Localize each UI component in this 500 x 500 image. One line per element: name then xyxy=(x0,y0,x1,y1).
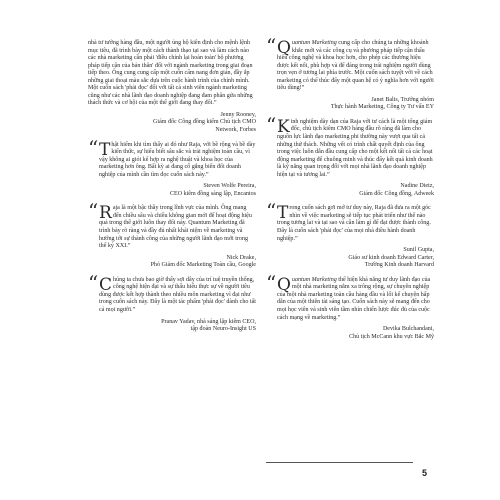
drop-cap: C xyxy=(99,274,113,295)
right-column xyxy=(266,34,434,341)
testimonial-quote xyxy=(88,199,256,250)
quote-text: húng ta chưa bao giờ thấy sợi dây của trí tuệ truyền thống, công nghệ hiện đại và sự thấu hiểu thực sự về người tiêu dùng được kết hợp thành theo nhiều môn marketing vì đại như trong cuốn sách này. Đây là một tác phẩm 'phải đọc' dành cho tất cả mọi người.” xyxy=(99,276,256,313)
testimonial-quote xyxy=(88,270,256,315)
left-column xyxy=(88,40,256,334)
quote-attribution: Devika Bulchandani, Chủ tịch McCann khu vực Bắc Mỹ xyxy=(349,326,434,340)
quote-attribution: Sunil Gupta, Giáo sư kinh doanh Edward Carter, Trường Kinh doanh Harvard xyxy=(348,247,434,269)
book-title-italic: uantum Marketing xyxy=(291,40,337,46)
testimonial-quote xyxy=(266,199,434,243)
quote-text: rong cuốn sách gơi mở tư duy này, Raja đã đưa ra một góc nhìn về việc marketing sẽ tiếp tục phát triển như thế nào trong tương lai và tại sao và cần làm gì để đạt được thành công. Đây là cuốn sách 'phải đọc' của mọi nhà điều hành doanh nghiệp.” xyxy=(277,205,431,242)
page-number: 5 xyxy=(422,468,428,478)
drop-cap: R xyxy=(99,203,112,224)
drop-cap: T xyxy=(277,203,289,224)
quote-text: cung cấp cho chúng ta những khoảnh khắc mới và các công cụ và phương pháp tiếp cận thấu hiểu công nghệ và khoa học hơn, cho phép các thương hiệu được kết nối, phù hợp và để đáng trong trái nghiệm người dùng trọn vẹn ở tương lai phía trước. Một cuốn sách tuyệt vời về cách marketing có thể thúc đẩy một quan hệ có ý nghĩa hơn với người tiêu dùng!” xyxy=(277,40,434,92)
testimonial-quote xyxy=(266,270,434,322)
drop-cap: K xyxy=(277,116,290,137)
open-quote-icon: “ xyxy=(88,135,99,160)
open-quote-icon: “ xyxy=(266,112,277,137)
quote-text: thể hiện khá năng tư duy lãnh đạo của một nhà marketing nằm xa trông rộng, sự chuyên nghiệp của một nhà marketing toàn cầu hàng đầu và lối kể chuyện hấp dẫn của một thiên tài sáng tạo. Cuốn sách này sẽ mang đến cho mọi học viên và sinh viên tầm nhìn chiến lược đúc đủ của cuộc cách mạng về marketing.” xyxy=(277,276,431,321)
quote-attribution: Pranav Yadav, nhà sáng lập kiêm CEO, tập đoàn Neuro-Insight US xyxy=(161,318,256,333)
open-quote-icon: “ xyxy=(88,199,99,224)
quote-attribution: Nadine Dietz, Giám đốc Công đồng, Adweek xyxy=(359,183,434,197)
quote-attribution: Steven Wolfe Pereira, CEO kiêm đồng sáng lập, Encantos xyxy=(170,183,256,197)
open-quote-icon: “ xyxy=(266,270,277,295)
quote-attribution: Jenny Rooney, Giám đốc Công đồng kiểm Chủ tịch CMO Network, Forbes xyxy=(153,111,256,134)
open-quote-icon: “ xyxy=(266,34,277,58)
quote-continuation: nhà tư tưởng hàng đầu, một người ủng hộ kiên định cho mệnh lệnh mục tiêu, đã trình bày một cách thành thạo tại sao và làm cách nào các nhà marketing cần phải 'điều chỉnh lại hoàn toàn' bộ phương pháp tiếp cận của bản thân' đối với ngành marketing trong giai đoạn tiếp theo. Ông cung cung cấp một cuốn cẩm nang đơn giản, đầy ắp những giai thoại màu sắc dựa trên cuộc hành trình của chính mình. Một cuốn sách 'phải đọc' đối với tất cả sinh viên ngành marketing cũng như các nhà lãnh đạo doanh nghiệp đang đam phân gửa những thách thức và cơ hội của một thế giới đang thay đổi.” xyxy=(88,40,253,107)
testimonial-quote xyxy=(266,34,434,93)
drop-cap: T xyxy=(99,139,111,160)
book-title-italic: uantum Marketing xyxy=(291,276,337,283)
quote-text: hật hiếm khi tìm thấy ai đó như Raja, với bề rộng và bề dày kiến thức, sự hiểu biết sâu sắc và trải nghiệm toàn cầu, vì vậy không ai giỏi kể hợp ra nghệ thuật và khoa học của marketing hơn ông. Bất kỳ ai đang cố gắng biến đổi doanh nghiệp của mình cần tìm đọc cuốn sách này.” xyxy=(99,141,256,178)
quote-attribution: Janet Balis, Trưởng nhóm Thực hành Marketing, Công ty Tư vấn EY xyxy=(330,96,434,111)
footer-rule xyxy=(266,462,413,463)
drop-cap: Q xyxy=(277,38,291,58)
open-quote-icon: “ xyxy=(88,270,99,295)
open-quote-icon: “ xyxy=(266,199,277,224)
drop-cap: Q xyxy=(277,274,291,295)
testimonial-quote xyxy=(88,135,256,180)
quote-text: aja là một bậc thầy trong lĩnh vực của mình. Ông mang đến chiều sâu và chiều không gian mới để hoạt động hiệu quả trong thế giới luôn thay đổi này. Quantum Marketing đã trình bày rõ ràng và đầy đủ nhất khái niệm về marketing và hướng tới sự thành công của những người lãnh đạo mới trong thế kỷ XXI.” xyxy=(99,205,252,250)
testimonial-quote xyxy=(266,112,434,179)
quote-attribution: Nick Drake, Phó Giám đốc Marketing Toàn cầu, Google xyxy=(150,254,256,269)
quote-text: inh nghiệm dày dạn của Raja với tư cách là một tổng giám đốc, chủ tịch kiêm CMO hàng đầu rõ ràng đã làm cho nguồn lực lãnh đạo marketing phi thường này vượt qua tất cả những thử thách. Những vết có trình chất quyết định của ông trong việc luôn dẫn đầu cung cấp cho một kết nối tất cả các hoạt động marketing để chuông minh và thúc đẩy kết quả kinh doanh là kỹ năng quan trọng đối với mọi nhà lãnh đạo doanh nghiệp hiện tại và tương lai.” xyxy=(277,118,433,178)
